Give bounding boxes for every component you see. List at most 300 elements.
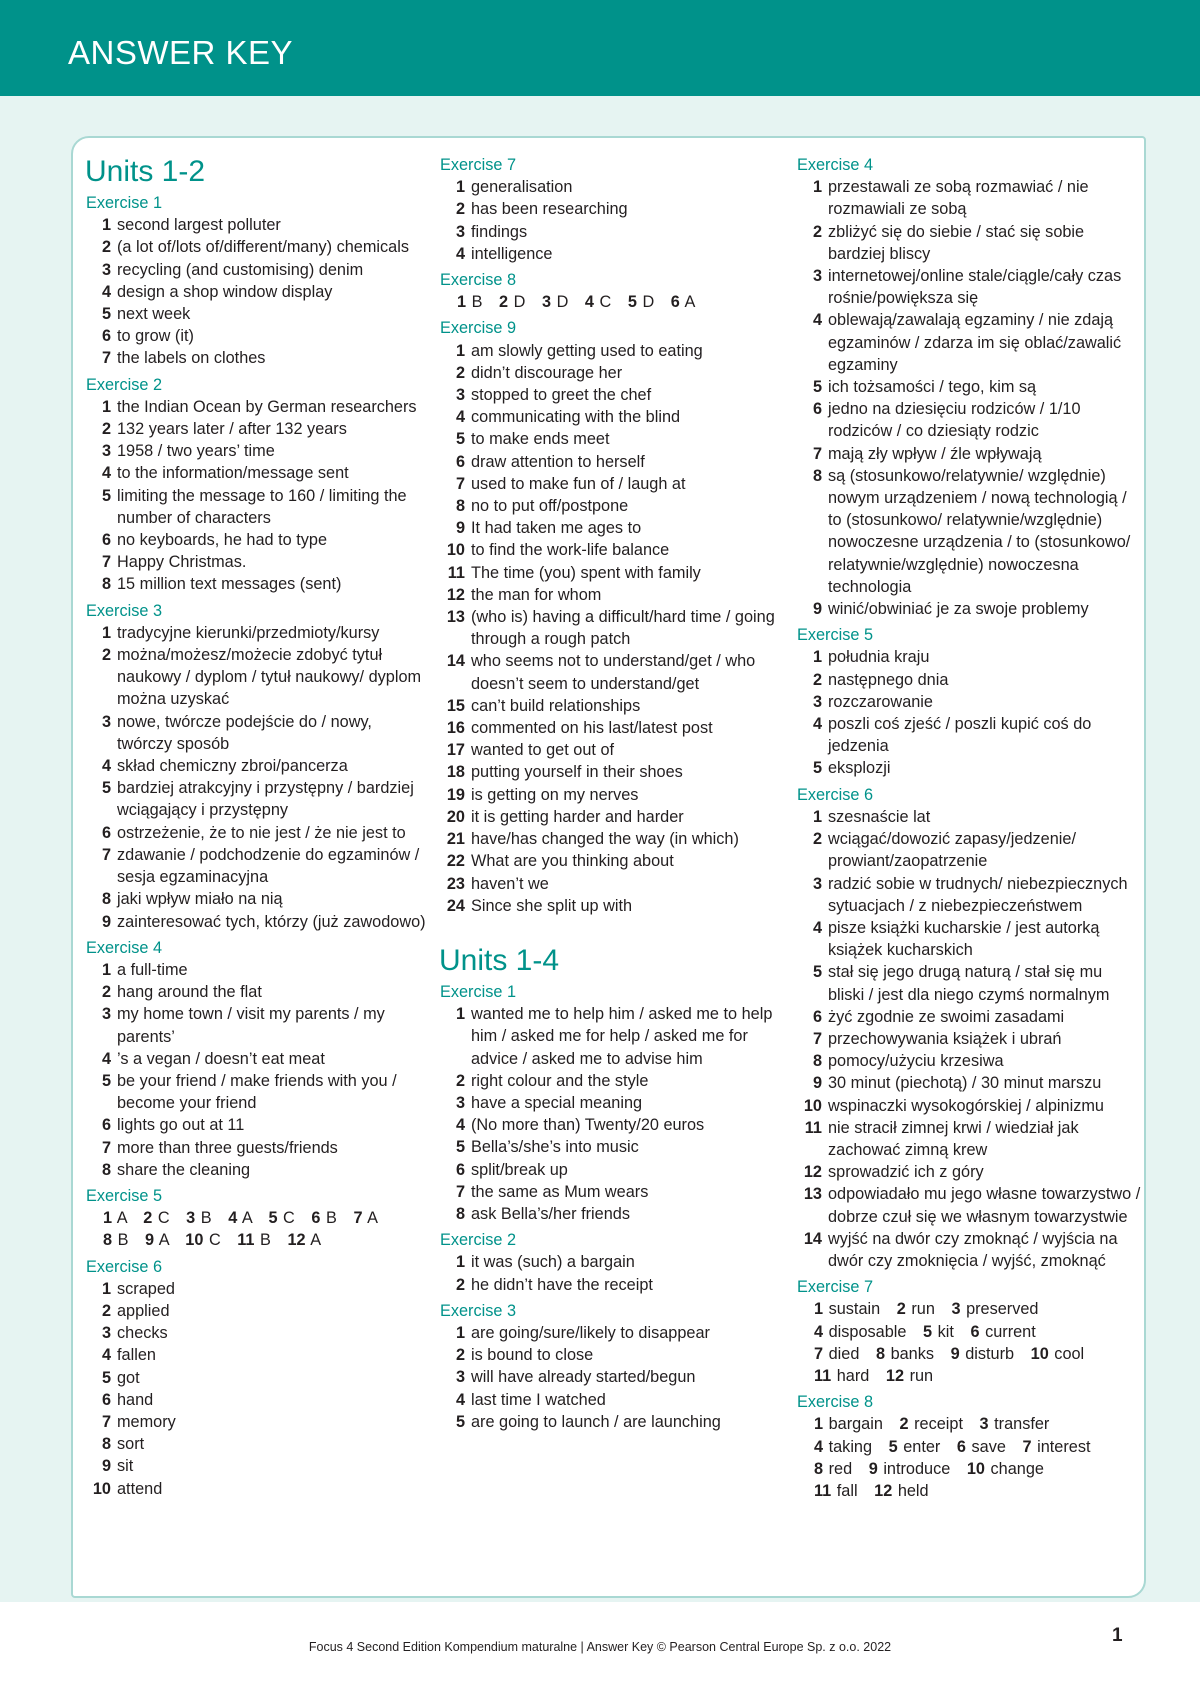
answer-number: 11 [237,1231,255,1250]
exercise-heading: Exercise 4 [86,938,163,957]
answer-item [86,755,426,777]
answer-number: 13 [803,1185,822,1204]
answer-text: mają zły wpływ / źle wpływają [828,444,1042,463]
answer-text: można/możesz/możecie zdobyć tytuł naukowy / dyplom / tytuł naukowy/ dyplom można uzyskać [117,646,422,709]
answer-text: share the cleaning [117,1160,251,1179]
answer-text: C [283,1209,295,1228]
answer-item [440,1366,780,1388]
answer-text: D [513,293,526,312]
answer-text: memory [117,1412,176,1431]
answer-text: odpowiadało mu jego własne towarzystwo / dobrze czuł się we własnym towarzystwie [828,1185,1141,1226]
answer-number: 4 [101,282,111,301]
answer-item [797,691,1142,713]
answer-number: 5 [812,378,822,397]
answer-text: rozczarowanie [828,692,933,711]
answer-number: 3 [101,1005,111,1024]
answer-text: 1958 / two years’ time [117,442,275,461]
answer-text: are going/sure/likely to disappear [471,1323,710,1342]
answer-text: zbliżyć się do siebie / stać się sobie bardziej bliscy [828,222,1085,263]
answer-number: 4 [455,1390,465,1409]
answer-number: 8 [875,1344,886,1363]
answer-number: 6 [101,327,111,346]
answer-item [440,221,780,243]
answer-text: has been researching [471,200,628,219]
answer-number: 2 [455,200,465,219]
answer-number: 7 [353,1209,363,1228]
answer-text: pisze książki kucharskie / jest autorką książek kucharskich [828,918,1100,960]
answer-number: 3 [101,260,111,279]
answer-text: jaki wpływ miało na nią [117,890,283,909]
answer-text: red [828,1459,853,1478]
answer-text: am slowly getting used to eating [471,341,703,360]
answer-text: tradycyjne kierunki/przedmioty/kursy [117,623,380,642]
answer-item [797,669,1142,691]
answer-text: poszli coś zjeść / poszli kupić coś do jedzenia [828,715,1092,756]
answer-number: 7 [1022,1437,1032,1456]
answer-text: draw attention to herself [471,452,645,471]
answer-text: What are you thinking about [471,852,674,871]
exercise-heading: Exercise 6 [797,785,874,804]
answer-item [86,1114,426,1136]
answer-text: nowe, twórcze podejście do / nowy, twórczy sposób [117,712,372,753]
answer-text: A [367,1209,378,1228]
answer-item [86,529,426,551]
answer-item [440,828,780,850]
exercise-heading: Exercise 6 [86,1257,163,1276]
answer-item [797,309,1142,376]
answer-number: 6 [101,823,111,842]
answer-number: 12 [446,585,465,604]
answer-number: 2 [899,1415,909,1434]
exercise-heading: Exercise 4 [797,156,874,174]
answer-item [440,850,780,872]
answer-text: taking [828,1437,873,1456]
answer-text: ’s a vegan / doesn’t eat meat [117,1049,325,1068]
answer-row [797,1321,1142,1343]
answer-text: A [684,293,696,312]
answer-text: checks [117,1324,168,1343]
answer-text: save [971,1437,1006,1456]
answer-item [797,1183,1142,1227]
answer-text: design a shop window display [117,282,333,301]
answer-text: who seems not to understand/get / who doesn’t seem to understand/get [471,652,756,693]
answer-number: 24 [446,896,465,915]
answer-text: communicating with the blind [471,408,681,427]
answer-item [440,176,780,198]
answer-item [440,1003,780,1070]
answer-text: pomocy/użyciu krzesiwa [828,1052,1004,1071]
answer-number: 6 [956,1437,966,1456]
answer-number: 2 [455,363,465,382]
answer-item [797,398,1142,442]
exercise-heading: Exercise 2 [86,375,163,394]
answer-item [86,236,426,258]
answer-text: the Indian Ocean by German researchers [117,397,417,416]
answer-number: 5 [101,305,111,324]
answer-text: to find the work-life balance [471,541,670,560]
answer-item [86,1003,426,1047]
answer-text: next week [117,305,191,324]
answer-item [797,1050,1142,1072]
answer-number: 6 [101,531,111,550]
answer-number: 7 [812,1029,822,1048]
answer-item [797,757,1142,779]
answer-number: 6 [101,1116,111,1135]
answer-item [440,384,780,406]
answer-number: 18 [446,763,465,782]
answer-item [86,1411,426,1433]
answer-text: wanted me to help him / asked me to help him / asked me for help / asked me for advice / asked me to advise him [471,1005,773,1068]
answer-number: 1 [457,293,467,312]
answer-item [86,1455,426,1477]
answer-item [797,221,1142,265]
answer-text: 15 million text messages (sent) [117,575,342,594]
answer-text: have a special meaning [471,1093,643,1112]
answer-text: the labels on clothes [117,349,266,368]
answer-number: 4 [228,1209,238,1228]
answer-number: 3 [812,874,822,893]
answer-text: ask Bella’s/her friends [471,1204,630,1223]
answer-item [797,176,1142,220]
answer-text: stał się jego drugą naturą / stał się mu bliski / jest dla niego czymś normalnym [828,963,1110,1004]
answer-number: 1 [101,397,111,416]
answer-item [440,1322,780,1344]
answer-number: 11 [814,1481,832,1500]
answer-text: D [556,293,569,312]
answer-text: bargain [828,1415,883,1434]
answer-number: 11 [814,1366,832,1385]
answer-item [797,598,1142,620]
exercise-heading: Exercise 5 [86,1186,163,1205]
answer-text: limiting the message to 160 / limiting the number of characters [117,486,407,527]
answer-text: introduce [883,1459,951,1478]
answer-text: fallen [117,1346,156,1365]
answer-item [440,650,780,694]
answer-item [440,1344,780,1366]
answer-item [86,259,426,281]
answer-text: have/has changed the way (in which) [471,830,739,849]
answer-number: 8 [814,1459,824,1478]
answer-number: 2 [499,293,509,312]
answer-item [440,243,780,265]
answer-number: 1 [812,807,822,826]
answer-text: a full-time [117,960,188,979]
answer-text: scraped [117,1279,175,1298]
answer-item [440,198,780,220]
header-bar [0,0,1200,96]
exercise-heading: Exercise 1 [440,982,517,1001]
answer-text: zainteresować tych, którzy (już zawodowo) [117,912,426,931]
answer-text: hang around the flat [117,983,262,1002]
answer-item [86,462,426,484]
answer-number: 2 [455,1071,465,1090]
answer-text: A [241,1209,252,1228]
answer-number: 10 [803,1096,822,1115]
answer-text: will have already started/begun [471,1368,696,1387]
answer-text: putting yourself in their shoes [471,763,683,782]
answer-number: 8 [101,575,111,594]
answer-text: sit [117,1457,134,1476]
answer-text: B [325,1209,337,1228]
answer-text: the same as Mum wears [471,1182,649,1201]
answer-item [86,396,426,418]
answer-item [440,761,780,783]
answer-number: 1 [101,623,111,642]
answer-number: 12 [287,1231,306,1250]
exercise-heading: Exercise 1 [86,194,163,212]
answer-text: winić/obwiniać je za swoje problemy [828,600,1089,619]
answer-number: 1 [103,1209,113,1228]
answer-item [86,822,426,844]
answer-item [440,1092,780,1114]
answer-item [86,644,426,711]
answer-text: applied [117,1301,170,1320]
answer-number: 1 [455,1323,465,1342]
answer-text: C [157,1209,170,1228]
answer-number: 12 [803,1163,822,1182]
answer-item [797,713,1142,757]
answer-text: sprowadzić ich z góry [828,1163,984,1182]
answer-text: 132 years later / after 132 years [117,420,347,439]
answer-text: he didn’t have the receipt [471,1275,653,1294]
answer-number: 3 [186,1209,196,1228]
answer-item [86,622,426,644]
answer-text: wyjść na dwór czy zmoknąć / wyjścia na dwór czy zmoknięcia / wyjść, zmoknąć [828,1229,1118,1270]
answer-text: findings [471,222,528,241]
answer-row [797,1343,1142,1365]
answer-text: B [260,1231,271,1250]
column-3 [797,154,1142,1502]
answer-number: 5 [627,293,637,312]
answer-item [86,303,426,325]
answer-text: attend [117,1479,163,1498]
answer-item [797,1028,1142,1050]
exercise-heading: Exercise 8 [797,1393,874,1412]
answer-number: 7 [812,444,822,463]
answer-text: stopped to greet the chef [471,386,652,405]
answer-text: disturb [965,1344,1015,1363]
answer-item [86,1278,426,1300]
answer-item [440,406,780,428]
answer-row [797,1413,1142,1435]
answer-number: 8 [455,497,465,516]
answer-row [797,1298,1142,1320]
answer-number: 2 [812,222,822,241]
answer-text: run [909,1366,934,1385]
answer-number: 2 [101,983,111,1002]
answer-number: 2 [101,1301,111,1320]
answer-number: 19 [446,785,465,804]
answer-number: 3 [455,1368,465,1387]
answer-text: C [208,1231,221,1250]
answer-number: 1 [814,1415,824,1434]
answer-number: 3 [101,442,111,461]
answer-text: eksplozji [828,759,891,778]
answer-text: sustain [828,1300,881,1319]
answer-item [86,1367,426,1389]
answer-item [440,1274,780,1296]
answer-text: D [642,293,655,312]
answer-number: 4 [101,757,111,776]
answer-text: (a lot of/lots of/different/many) chemicals [117,238,409,257]
answer-item [797,828,1142,872]
answer-item [440,1136,780,1158]
answer-item [86,1137,426,1159]
answer-item [86,1048,426,1070]
answer-text: ich tożsamości / tego, kim są [828,378,1037,397]
answer-number: 9 [101,1457,111,1476]
answer-number: 5 [101,1368,111,1387]
answer-number: 4 [584,293,594,312]
answer-row [86,1207,426,1229]
exercise-heading: Exercise 8 [440,271,517,290]
answer-item [86,1322,426,1344]
answer-number: 9 [812,1074,822,1093]
answer-number: 9 [101,912,111,931]
answer-text: enter [903,1437,941,1456]
answer-item [797,1161,1142,1183]
answer-item [440,1389,780,1411]
answer-number: 4 [812,918,822,937]
answer-text: It had taken me ages to [471,519,642,538]
answer-text: transfer [994,1415,1050,1434]
answer-text: disposable [828,1322,907,1341]
exercise-heading: Exercise 2 [440,1231,517,1250]
answer-number: 7 [455,474,465,493]
answer-number: 10 [185,1231,204,1250]
answer-text: B [200,1209,212,1228]
answer-number: 3 [979,1415,989,1434]
exercise-heading: Exercise 3 [440,1301,517,1320]
answer-item [440,539,780,561]
answer-text: A [310,1231,322,1250]
answer-text: change [990,1459,1044,1478]
answer-text: bardziej atrakcyjny i przystępny / bardziej wciągający i przystępny [117,779,414,820]
answer-text: haven’t we [471,874,549,893]
answer-text: no keyboards, he had to type [117,531,327,550]
answer-text: is getting on my nerves [471,785,639,804]
answer-text: (No more than) Twenty/20 euros [471,1116,705,1135]
answer-item [440,1159,780,1181]
answer-number: 10 [92,1479,111,1498]
answer-text: wspinaczki wysokogórskiej / alpinizmu [828,1096,1104,1115]
answer-text: my home town / visit my parents / my parents’ [117,1005,385,1046]
answer-number: 23 [446,874,465,893]
answer-item [797,961,1142,1005]
answer-item [86,440,426,462]
answer-item [86,485,426,529]
answer-number: 4 [101,1346,111,1365]
answer-item [440,895,780,917]
answer-text: 30 minut (piechotą) / 30 minut marszu [828,1074,1102,1093]
answer-text: got [117,1368,140,1387]
answer-text: wanted to get out of [471,741,615,760]
answer-item [440,473,780,495]
answer-number: 6 [101,1390,111,1409]
answer-number: 3 [812,267,822,286]
answer-number: 9 [812,600,822,619]
answer-number: 3 [101,1324,111,1343]
answer-number: 9 [455,519,465,538]
answer-number: 8 [101,1160,111,1179]
answer-text: wciągać/dowozić zapasy/jedzenie/ prowiant/zaopatrzenie [828,830,1076,871]
answer-item [440,495,780,517]
answer-number: 10 [1030,1344,1049,1363]
answer-number: 4 [101,1049,111,1068]
answer-number: 6 [812,400,822,419]
answer-number: 5 [888,1437,898,1456]
answer-text: can’t build relationships [471,696,641,715]
answer-number: 1 [455,1005,465,1024]
answer-text: second largest polluter [117,216,281,235]
answer-number: 1 [101,1279,111,1298]
answer-number: 2 [812,670,822,689]
exercise-heading: Exercise 7 [797,1278,874,1297]
answer-text: radzić sobie w trudnych/ niebezpiecznych sytuacjach / z niebezpieczeństwem [828,874,1128,915]
answer-item [440,873,780,895]
answer-item [86,1433,426,1455]
answer-item [86,711,426,755]
answer-text: The time (you) spent with family [471,563,701,582]
answer-item [86,1300,426,1322]
answer-text: it is getting harder and harder [471,807,684,826]
answer-number: 5 [268,1209,278,1228]
answer-text: banks [890,1344,935,1363]
answer-text: B [471,293,483,312]
answer-item [797,873,1142,917]
answer-number: 11 [804,1118,822,1137]
answer-row [797,1480,1142,1502]
answer-number: 2 [101,646,111,665]
answer-text: lights go out at 11 [117,1116,245,1135]
answer-item [797,1095,1142,1117]
answer-item [86,281,426,303]
exercise-heading: Exercise 7 [440,156,517,174]
answer-item [440,717,780,739]
answer-text: no to put off/postpone [471,497,629,516]
answer-item [440,1251,780,1273]
answer-item [86,959,426,981]
answer-item [797,1117,1142,1161]
answer-text: to make ends meet [471,430,610,449]
answer-number: 9 [950,1344,960,1363]
answer-number: 6 [455,1160,465,1179]
answer-text: sort [117,1435,145,1454]
answer-text: it was (such) a bargain [471,1253,635,1272]
answer-item [797,376,1142,398]
answer-number: 10 [966,1459,985,1478]
page-title: ANSWER KEY [68,34,294,71]
answer-text: kit [937,1322,954,1341]
answer-text: fall [836,1481,858,1500]
answer-number: 9 [145,1231,155,1250]
answer-number: 6 [455,452,465,471]
answer-text: receipt [914,1415,963,1434]
answer-text: are going to launch / are launching [471,1412,721,1431]
answer-item [86,418,426,440]
answer-item [86,347,426,369]
answer-number: 1 [812,178,822,197]
answer-item [797,646,1142,668]
answer-number: 13 [446,608,465,627]
answer-item [440,739,780,761]
answer-number: 2 [455,1275,465,1294]
answer-item [440,1203,780,1225]
answer-text: żyć zgodnie ze swoimi zasadami [828,1007,1065,1026]
answer-number: 6 [670,293,680,312]
answer-item [86,911,426,933]
answer-number: 4 [455,244,465,263]
